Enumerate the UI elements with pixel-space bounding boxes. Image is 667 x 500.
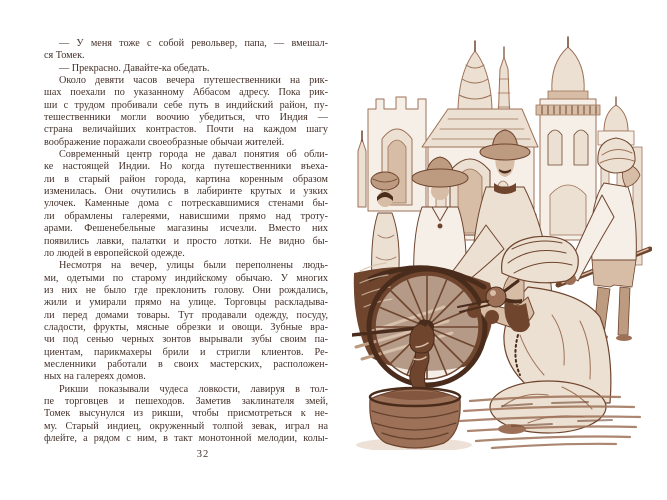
text-line: ли перед домами товары. Тут продавали одежду, посуду,	[44, 309, 328, 321]
snake-basket	[356, 388, 472, 450]
text-line: Томек высунулся из рикши, чтобы присмотреться к не-	[44, 408, 328, 420]
text-line: Несмотря на вечер, улицы были переполнены людь-	[59, 260, 328, 272]
text-line: улочек. Каменные дома с потрескавшимися стенами бы-	[44, 198, 328, 210]
text-line: изменилась. Они очутились в лабиринте крутых и узких	[44, 186, 328, 198]
text-column	[44, 38, 328, 445]
text-line: жили и умирали прямо на улице. Торговцы раскладыва-	[44, 297, 328, 309]
text-line: ли в старый район города, картина коренным образом	[44, 173, 328, 185]
page-number: 32	[196, 449, 210, 460]
text-line: шах поехали по указанному Аббасом адресу. Пока рик-	[44, 87, 328, 99]
text-line: ке настоящей Индии. Но когда путешественники въеха-	[44, 161, 328, 173]
text-line: арами. Фешенебельные магазины исчезли. Вместо них	[44, 223, 328, 235]
text-line: ли обрамлены галереями, нависшими прямо над троту-	[44, 210, 328, 222]
text-line: тешественники могли воочию убедиться, что Индия —	[44, 112, 328, 124]
text-line: — Прекрасно. Давайте-ка обедать.	[59, 62, 210, 74]
text-line: страна величайших контрастов. Почти на каждом шагу	[44, 124, 328, 136]
text-line: пе торговцев и пешеходов. Заметив заклинателя змей,	[44, 395, 328, 407]
sepia-illustration	[352, 35, 652, 450]
text-line: воображение поражали своеобразные обычаи жителей.	[44, 136, 285, 148]
text-line: Современный центр города не давал понятия об обли-	[59, 149, 328, 161]
text-line: му. Старый индиец, окруженный толпой зевак, играл на	[44, 420, 328, 432]
text-line: из них не было где преклонить голову. Они рождались,	[44, 284, 328, 296]
text-line: циентам, парикмахеры брили и стригли клиентов. Ре-	[44, 346, 328, 358]
book-page-right	[352, 35, 652, 450]
text-line: флейте, а рядом с ним, в такт монотонной мелодии, колы-	[44, 433, 328, 444]
text-line: месленники работали в своих мастерских, расположен-	[44, 358, 328, 370]
text-line: ши с трудом пробивали себе путь в индийский район, пу-	[44, 99, 328, 111]
text-line: ми, одетыми по старому индийскому обычаю. У многих	[44, 272, 328, 284]
text-line: — У меня тоже с собой револьвер, папа, — вмешал-	[59, 38, 328, 49]
text-line: чи под сенью черных зонтов вырывали зубы своим па-	[44, 334, 328, 346]
text-line: ных на галереях домов.	[44, 371, 146, 383]
text-line: Рикши показывали чудеса ловкости, лавируя в тол-	[59, 383, 328, 395]
text-line: ся Томек.	[44, 50, 85, 62]
text-line: появились лавки, палатки и просто лотки. Не видно бы-	[44, 235, 328, 247]
text-line: сладости, фрукты, мясные обрезки и овощи. Зубные вра-	[44, 321, 328, 333]
text-line: Около девяти часов вечера путешественники на рик-	[59, 75, 328, 87]
text-line: ло людей в европейской одежде.	[44, 247, 185, 259]
